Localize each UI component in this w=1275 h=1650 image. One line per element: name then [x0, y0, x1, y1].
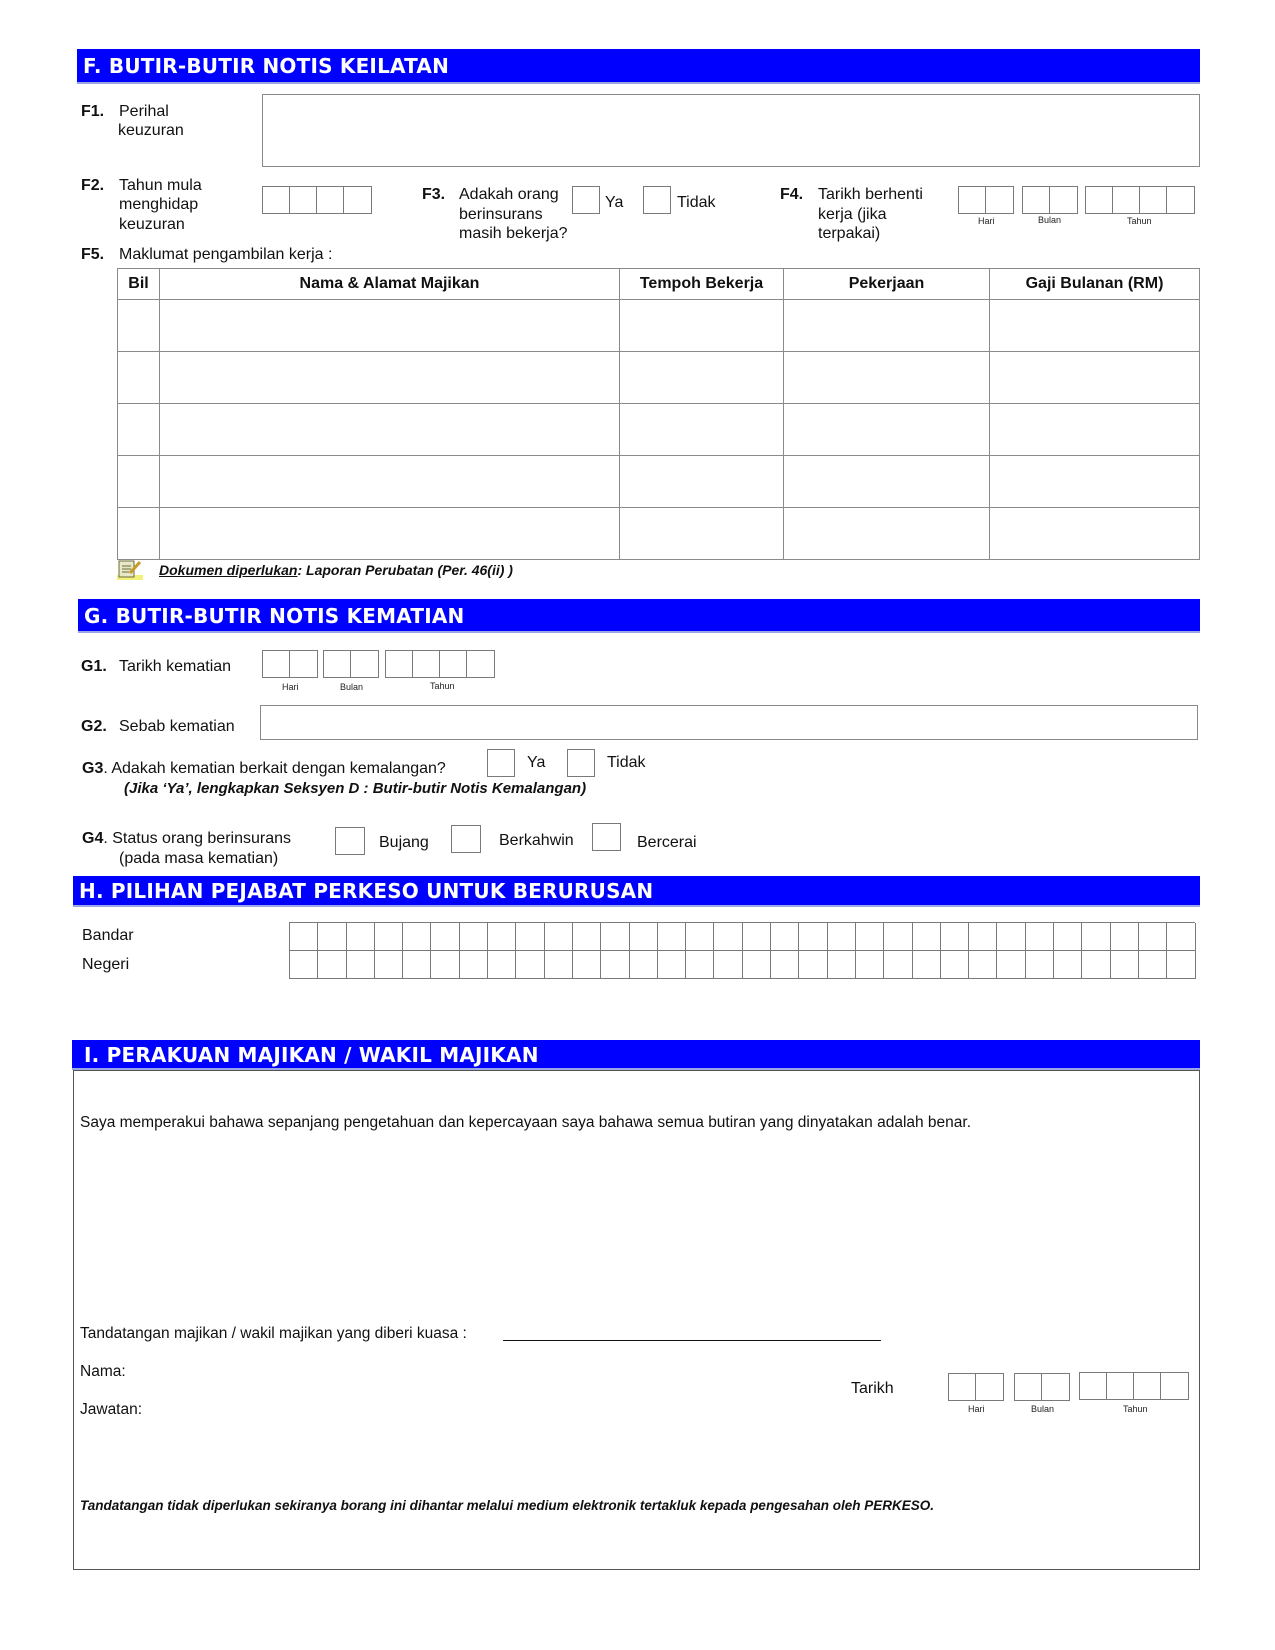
g1-year-cells[interactable] — [385, 650, 495, 678]
negeri-label: Negeri — [82, 956, 130, 973]
f3-yes-checkbox[interactable] — [572, 186, 600, 214]
col-duration: Tempoh Bekerja — [620, 269, 784, 300]
g1-month-cells[interactable] — [323, 650, 379, 678]
year-digit-cell[interactable] — [263, 187, 290, 213]
cell-bil[interactable] — [118, 508, 160, 560]
year-digit-cell[interactable] — [1140, 187, 1167, 213]
required-documents-label: Dokumen diperlukan — [159, 562, 298, 578]
month-digit-cell[interactable] — [351, 651, 378, 677]
g1-month-caption: Bulan — [340, 682, 364, 692]
position-label: Jawatan: — [80, 1401, 143, 1418]
year-digit-cell[interactable] — [1080, 1373, 1107, 1399]
f2-label-2: menghidap — [119, 196, 199, 213]
i-year-cells[interactable] — [1079, 1372, 1189, 1400]
f3-label-3: masih bekerja? — [459, 225, 568, 242]
g1-day-caption: Hari — [282, 682, 299, 692]
g3-yes-checkbox[interactable] — [487, 749, 515, 777]
cell-employer[interactable] — [160, 508, 620, 560]
section-g-header — [78, 599, 1200, 633]
g3-no-label: Tidak — [607, 754, 646, 771]
g2-cause-of-death-field[interactable] — [260, 705, 1198, 740]
col-salary: Gaji Bulanan (RM) — [990, 269, 1200, 300]
signature-label: Tandatangan majikan / wakil majikan yang diberi kuasa : — [80, 1325, 467, 1342]
year-digit-cell[interactable] — [290, 187, 317, 213]
table-header-row — [118, 269, 1200, 300]
section-i-header — [72, 1040, 1200, 1070]
signature-line[interactable] — [503, 1340, 881, 1341]
f1-label-2: keuzuran — [118, 122, 184, 139]
f4-year-caption: Tahun — [1127, 216, 1152, 226]
cell-bil[interactable] — [118, 352, 160, 404]
f3-no-checkbox[interactable] — [643, 186, 671, 214]
cell-duration[interactable] — [620, 300, 784, 352]
g4-code: G4 — [82, 830, 104, 847]
cell-salary[interactable] — [990, 300, 1200, 352]
year-digit-cell[interactable] — [317, 187, 344, 213]
table-row — [118, 300, 1200, 352]
g4-married-checkbox[interactable] — [451, 825, 481, 853]
year-digit-cell[interactable] — [1113, 187, 1140, 213]
section-h-title: H. PILIHAN PEJABAT PERKESO UNTUK BERURUSAN — [79, 879, 654, 903]
name-label: Nama: — [80, 1363, 126, 1380]
cell-occupation[interactable] — [784, 456, 990, 508]
f1-code: F1. — [81, 103, 105, 120]
cell-employer[interactable] — [160, 456, 620, 508]
g4-married-label: Berkahwin — [499, 832, 574, 849]
table-row — [118, 404, 1200, 456]
month-digit-cell[interactable] — [1042, 1374, 1069, 1400]
year-digit-cell[interactable] — [344, 187, 371, 213]
year-digit-cell[interactable] — [440, 651, 467, 677]
day-digit-cell[interactable] — [976, 1374, 1003, 1400]
cell-occupation[interactable] — [784, 508, 990, 560]
table-row — [118, 508, 1200, 560]
i-day-cells[interactable] — [948, 1373, 1004, 1401]
table-row — [118, 456, 1200, 508]
year-digit-cell[interactable] — [413, 651, 440, 677]
office-location-grid[interactable] — [289, 922, 1195, 979]
cell-duration[interactable] — [620, 456, 784, 508]
f1-label-1: Perihal — [119, 103, 169, 120]
f4-code: F4. — [780, 186, 804, 203]
day-digit-cell[interactable] — [290, 651, 317, 677]
g3-question — [82, 759, 446, 778]
cell-employer[interactable] — [160, 404, 620, 456]
year-digit-cell[interactable] — [467, 651, 494, 677]
section-g-title: G. BUTIR-BUTIR NOTIS KEMATIAN — [84, 604, 465, 628]
f2-year-cells[interactable] — [262, 186, 372, 214]
bandar-label: Bandar — [82, 927, 134, 944]
cell-bil[interactable] — [118, 404, 160, 456]
month-digit-cell[interactable] — [1050, 187, 1077, 213]
f5-label: Maklumat pengambilan kerja : — [119, 246, 333, 263]
f3-no-label: Tidak — [677, 194, 716, 211]
section-f-title: F. BUTIR-BUTIR NOTIS KEILATAN — [83, 54, 450, 78]
i-year-caption: Tahun — [1123, 1404, 1148, 1414]
signature-footnote: Tandatangan tidak diperlukan sekiranya borang ini dihantar melalui medium elektronik tertakluk kepada pengesahan oleh PERKESO. — [80, 1498, 934, 1513]
g2-code: G2. — [81, 718, 107, 735]
year-digit-cell[interactable] — [1161, 1373, 1188, 1399]
f4-month-caption: Bulan — [1038, 215, 1062, 225]
day-digit-cell[interactable] — [986, 187, 1013, 213]
col-bil: Bil — [118, 269, 160, 300]
f2-label-1: Tahun mula — [119, 177, 202, 194]
g4-question — [82, 829, 291, 848]
cell-salary[interactable] — [990, 456, 1200, 508]
g3-code: G3 — [82, 760, 104, 777]
month-digit-cell[interactable] — [324, 651, 351, 677]
cell-salary[interactable] — [990, 508, 1200, 560]
g1-year-caption: Tahun — [430, 681, 455, 691]
i-month-caption: Bulan — [1031, 1404, 1055, 1414]
f4-day-caption: Hari — [978, 216, 995, 226]
cell-duration[interactable] — [620, 508, 784, 560]
g4-divorced-label: Bercerai — [637, 834, 697, 851]
col-occupation: Pekerjaan — [784, 269, 990, 300]
cell-occupation[interactable] — [784, 300, 990, 352]
declaration-text: Saya memperakui bahawa sepanjang pengetahuan dan kepercayaan saya bahawa semua butiran yang dinyatakan adalah benar. — [80, 1114, 972, 1131]
f2-label-3: keuzuran — [119, 216, 185, 233]
employment-table — [117, 268, 1200, 560]
day-digit-cell[interactable] — [959, 187, 986, 213]
day-digit-cell[interactable] — [949, 1374, 976, 1400]
cell-salary[interactable] — [990, 404, 1200, 456]
g1-day-cells[interactable] — [262, 650, 318, 678]
g2-label: Sebab kematian — [119, 718, 235, 735]
g1-code: G1. — [81, 658, 107, 675]
f4-label-1: Tarikh berhenti — [818, 186, 923, 203]
table-row — [118, 352, 1200, 404]
g4-divorced-checkbox[interactable] — [592, 823, 621, 851]
f4-label-3: terpakai) — [818, 225, 881, 242]
month-digit-cell[interactable] — [1023, 187, 1050, 213]
section-h-header — [73, 876, 1200, 907]
section-f-header — [77, 49, 1200, 84]
i-day-caption: Hari — [968, 1404, 985, 1414]
f3-yes-label: Ya — [605, 194, 624, 211]
g4-single-checkbox[interactable] — [335, 827, 365, 855]
f4-day-cells[interactable] — [958, 186, 1014, 214]
f3-label-1: Adakah orang — [459, 186, 559, 203]
year-digit-cell[interactable] — [1134, 1373, 1161, 1399]
g3-yes-label: Ya — [527, 754, 546, 771]
f1-description-field[interactable] — [262, 94, 1200, 167]
f3-code: F3. — [422, 186, 446, 203]
f3-label-2: berinsurans — [459, 206, 543, 223]
col-employer: Nama & Alamat Majikan — [160, 269, 620, 300]
cell-duration[interactable] — [620, 352, 784, 404]
cell-occupation[interactable] — [784, 352, 990, 404]
g4-single-label: Bujang — [379, 834, 429, 851]
g3-label: . Adakah kematian berkait dengan kemalangan? — [103, 760, 446, 777]
f4-year-cells[interactable] — [1085, 186, 1195, 214]
cell-salary[interactable] — [990, 352, 1200, 404]
g4-label-2: (pada masa kematian) — [119, 850, 279, 867]
f5-code: F5. — [81, 246, 105, 263]
g4-label-1: . Status orang berinsurans — [103, 830, 292, 847]
year-digit-cell[interactable] — [1167, 187, 1194, 213]
section-i-title: I. PERAKUAN MAJIKAN / WAKIL MAJIKAN — [84, 1043, 539, 1067]
i-month-cells[interactable] — [1014, 1373, 1070, 1401]
cell-occupation[interactable] — [784, 404, 990, 456]
year-digit-cell[interactable] — [386, 651, 413, 677]
f4-month-cells[interactable] — [1022, 186, 1078, 214]
month-digit-cell[interactable] — [1015, 1374, 1042, 1400]
g3-no-checkbox[interactable] — [567, 749, 595, 777]
cell-employer[interactable] — [160, 352, 620, 404]
g3-note: (Jika ‘Ya’, lengkapkan Seksyen D : Butir-butir Notis Kemalangan) — [124, 780, 587, 797]
g1-label: Tarikh kematian — [119, 658, 232, 675]
cell-duration[interactable] — [620, 404, 784, 456]
year-digit-cell[interactable] — [1107, 1373, 1134, 1399]
day-digit-cell[interactable] — [263, 651, 290, 677]
year-digit-cell[interactable] — [1086, 187, 1113, 213]
date-label: Tarikh — [851, 1380, 894, 1397]
f4-label-2: kerja (jika — [818, 206, 887, 223]
notepad-pencil-icon — [117, 559, 143, 581]
required-documents-value: : Laporan Perubatan (Per. 46(ii) ) — [297, 562, 513, 578]
cell-employer[interactable] — [160, 300, 620, 352]
required-documents-note — [159, 561, 513, 580]
f2-code: F2. — [81, 177, 105, 194]
declaration-box — [73, 1070, 1200, 1570]
cell-bil[interactable] — [118, 456, 160, 508]
cell-bil[interactable] — [118, 300, 160, 352]
